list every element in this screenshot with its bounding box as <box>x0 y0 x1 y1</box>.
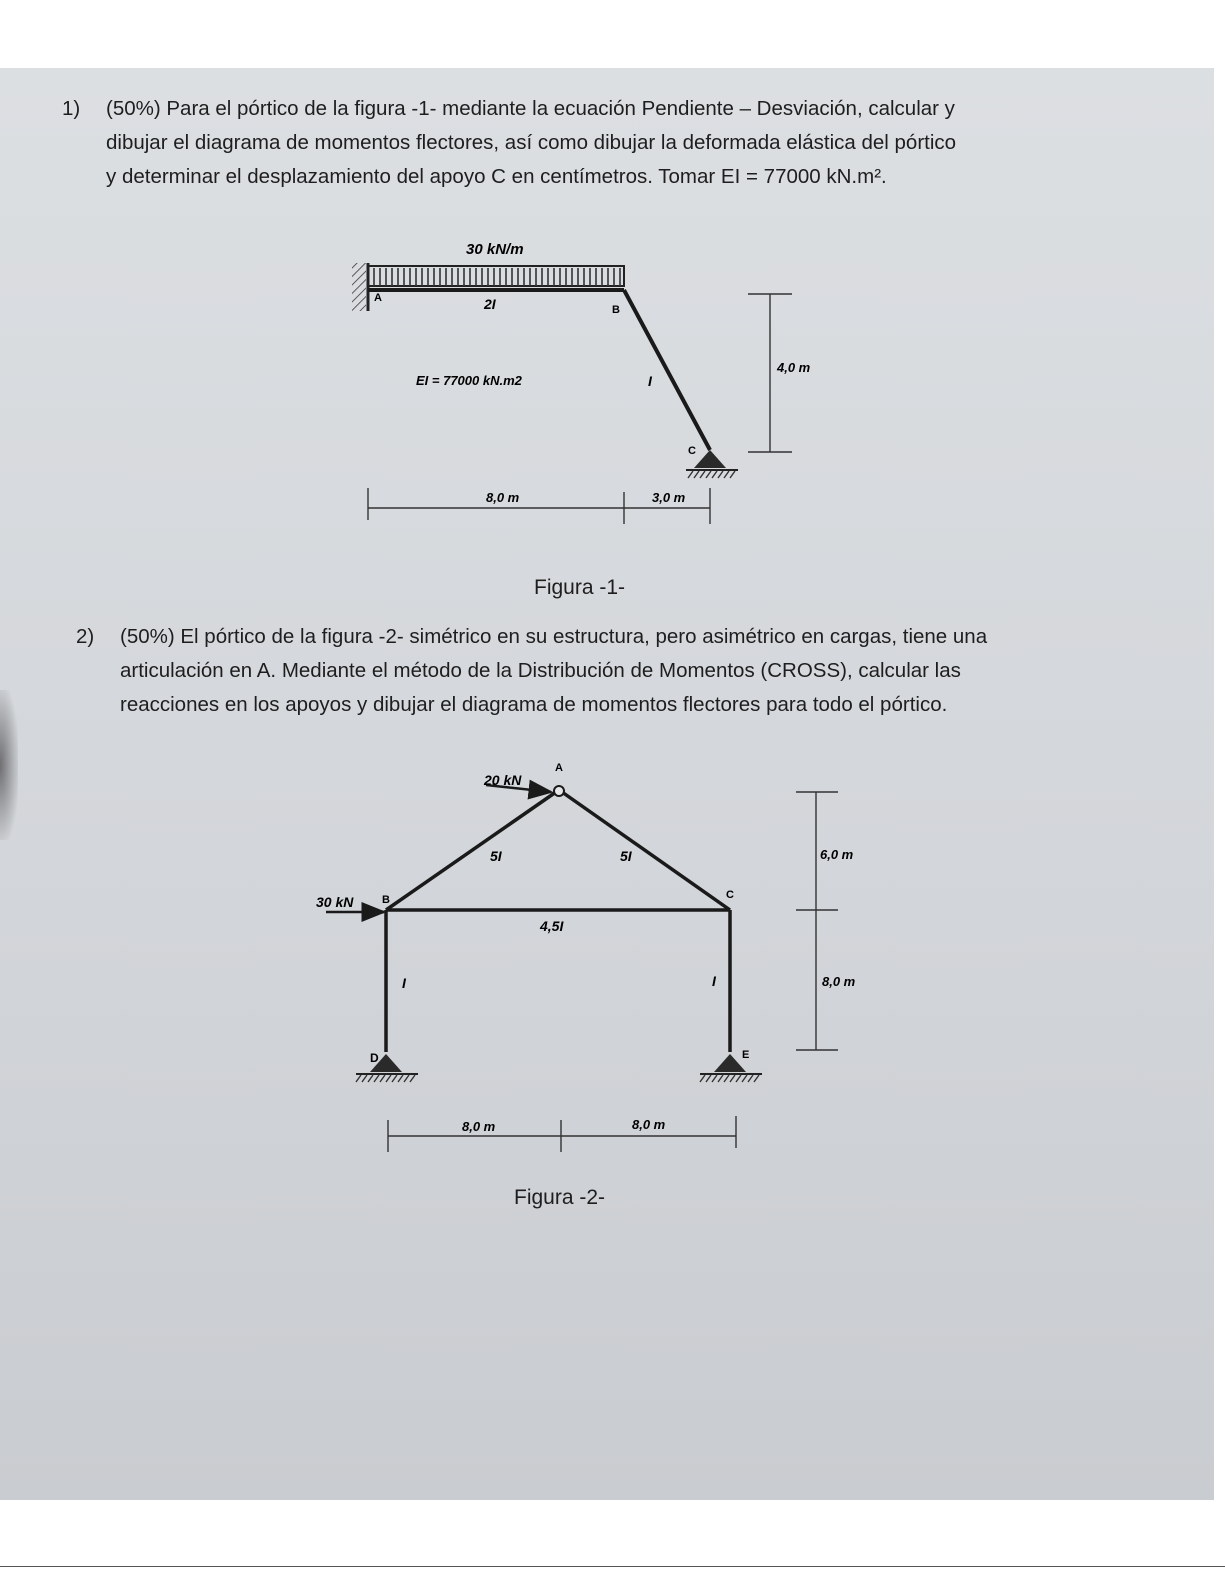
rafter-left-inertia: 5I <box>490 848 502 864</box>
node-b-label: B <box>612 304 620 316</box>
figure-2-diagram <box>0 740 1225 1170</box>
span-right-label: 8,0 m <box>632 1117 666 1132</box>
question-1-line: dibujar el diagrama de momentos flectores, así como dibujar la deformada elástica del pórtico <box>106 131 957 154</box>
node-d-label: D <box>370 1051 379 1065</box>
rafter-right-inertia: 5I <box>620 848 632 864</box>
span-2-label: 3,0 m <box>652 490 686 505</box>
hinge-a <box>554 786 564 796</box>
node-c-label: C <box>688 445 696 457</box>
load-label: 30 kN/m <box>466 241 524 258</box>
height-bottom-label: 8,0 m <box>822 974 856 989</box>
span-left-label: 8,0 m <box>462 1119 496 1134</box>
node-b2-label: B <box>382 894 390 906</box>
pin-support-d <box>356 1054 418 1082</box>
distributed-load <box>368 266 624 286</box>
question-2-line: articulación en A. Mediante el método de la Distribución de Momentos (CROSS), calcular las <box>120 659 961 682</box>
node-a-label: A <box>374 292 382 304</box>
column-bc <box>624 290 710 450</box>
pin-support-c <box>694 450 726 468</box>
load-side-label: 30 kN <box>316 894 354 910</box>
question-1-line: (50%) Para el pórtico de la figura -1- mediante la ecuación Pendiente – Desviación, calcular y <box>106 97 955 120</box>
node-a2-label: A <box>555 762 563 774</box>
node-c2-label: C <box>726 889 734 901</box>
height-top-label: 6,0 m <box>820 847 854 862</box>
question-1-number: 1) <box>62 97 81 120</box>
figure-1-diagram <box>0 0 1225 600</box>
question-2-line: (50%) El pórtico de la figura -2- simétrico en su estructura, pero asimétrico en cargas, tiene una <box>120 625 988 648</box>
dimension-heights <box>796 792 838 1050</box>
figure-2-caption: Figura -2- <box>514 1186 606 1209</box>
col-right-inertia: I <box>712 973 716 989</box>
question-1-line: y determinar el desplazamiento del apoyo C en centímetros. Tomar EI = 77000 kN.m². <box>106 165 887 188</box>
rafter-ba <box>386 792 556 910</box>
span-1-label: 8,0 m <box>486 490 520 505</box>
question-2-text <box>120 620 1082 722</box>
column-inertia-label: I <box>648 373 652 389</box>
height-label: 4,0 m <box>777 360 811 375</box>
page-edge-line <box>0 1566 1225 1567</box>
load-top-label: 20 kN <box>484 772 522 788</box>
pin-support-e <box>700 1054 762 1082</box>
fixed-support-a <box>352 263 366 311</box>
beam-inertia-label: 2I <box>484 296 496 312</box>
rafter-ac <box>562 792 730 910</box>
figure-1-caption: Figura -1- <box>534 576 626 599</box>
question-2-number: 2) <box>76 625 95 648</box>
ei-label: EI = 77000 kN.m2 <box>416 373 522 388</box>
dimension-spans-2 <box>388 1116 736 1152</box>
beam-bc-inertia: 4,5I <box>540 918 564 934</box>
question-2-line: reacciones en los apoyos y dibujar el diagrama de momentos flectores para todo el pórtico. <box>120 693 948 716</box>
node-e-label: E <box>742 1049 750 1061</box>
col-left-inertia: I <box>402 975 406 991</box>
